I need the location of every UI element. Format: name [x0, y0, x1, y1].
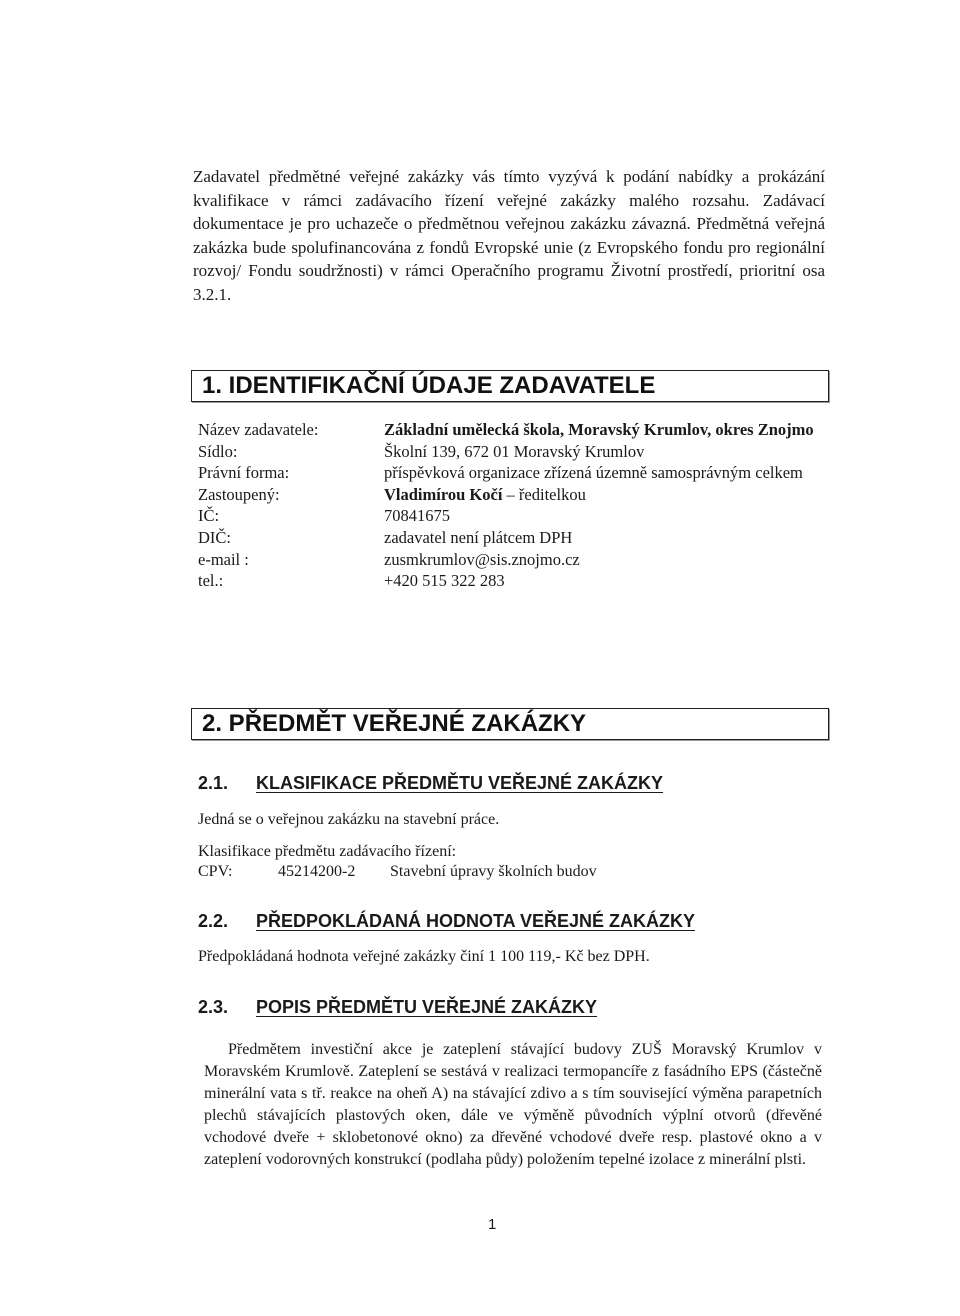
section-2-heading-box — [191, 708, 829, 740]
intro-paragraph: Zadavatel předmětné veřejné zakázky vás tímto vyzývá k podání nabídky a prokázání kvalifikace v rámci zadávacího řízení veřejné zakázky malého rozsahu. Zadávací dokumentace je pro uchazeče o předmětnou veřejnou zakázku závazná. Předmětná veřejná zakázka bude spolufinancována z fondů Evropské unie (z Evropského fondu pro regionální rozvoj/ Fondu soudržnosti) v rámci Operačního programu Životní prostředí, prioritní osa 3.2.1. — [193, 167, 825, 304]
section-1-heading-box — [191, 370, 829, 402]
subsection-2-3-text: Předmětem investiční akce je zateplení stávající budovy ZUŠ Moravský Krumlov v Moravském Krumlově. Zateplení se sestává v realizaci termopancíře z fasádního EPS (částečně minerální vata s tř. reakce na oheň A) na stávající zdivo a s tím související výměna parapetních plechů stávajících plastových oken, dále ve výměně původních výplní otvorů (dřevěné vchodové dveře + sklobetonové okno) za dřevěné vchodové dveře resp. plastové okno a v zateplení vodorovných konstrukcí (podlaha půdy) položením tepelné izolace z minerální plsti. — [204, 1041, 822, 1168]
value-represented-role: – ředitelkou — [502, 484, 586, 504]
section-2-title: 2. PŘEDMĚT VEŘEJNÉ ZAKÁZKY — [202, 710, 587, 737]
value-ic: 70841675 — [384, 506, 450, 526]
section-1-title: 1. IDENTIFIKAČNÍ ÚDAJE ZADAVATELE — [202, 372, 656, 399]
label-name: Název zadavatele: — [198, 420, 319, 439]
row-seat — [198, 441, 818, 463]
label-legal-form: Právní forma: — [198, 463, 290, 483]
label-seat: Sídlo: — [198, 441, 238, 461]
value-represented — [384, 484, 814, 506]
label-dic: DIČ: — [198, 527, 231, 547]
subsection-2-3-heading — [198, 996, 597, 1018]
value-name: Základní umělecká škola, Moravský Krumlov, okres Znojmo — [384, 420, 814, 439]
row-phone — [198, 570, 818, 592]
subsection-2-1-title: KLASIFIKACE PŘEDMĚTU VEŘEJNÉ ZAKÁZKY — [256, 773, 664, 793]
subsection-2-2-heading — [198, 910, 695, 932]
label-phone: tel.: — [198, 571, 224, 591]
row-legal-form — [198, 462, 818, 484]
cpv-description: Stavební úpravy školních budov — [390, 863, 597, 880]
row-dic — [198, 527, 818, 549]
cpv-label: CPV: — [198, 863, 233, 880]
subsection-2-1-text: Jedná se o veřejnou zakázku na stavební práce. — [198, 811, 500, 828]
row-email — [198, 549, 818, 571]
label-ic: IČ: — [198, 506, 220, 526]
subsection-2-2-number: 2.2. — [198, 911, 229, 931]
subsection-2-3-title: POPIS PŘEDMĚTU VEŘEJNÉ ZAKÁZKY — [256, 997, 598, 1017]
page-number: 1 — [488, 1216, 497, 1233]
subsection-2-1-number: 2.1. — [198, 773, 229, 793]
value-legal-form: příspěvková organizace zřízená územně samosprávným celkem — [384, 463, 803, 483]
label-email: e-mail : — [198, 549, 249, 569]
label-represented: Zastoupený: — [198, 484, 280, 504]
cpv-row — [198, 861, 597, 883]
contracting-authority-table — [198, 419, 818, 592]
value-dic: zadavatel není plátcem DPH — [384, 527, 573, 547]
subsection-2-3-number: 2.3. — [198, 997, 229, 1017]
subsection-2-2-text: Předpokládaná hodnota veřejné zakázky činí 1 100 119,- Kč bez DPH. — [198, 948, 650, 965]
value-email: zusmkrumlov@sis.znojmo.cz — [384, 549, 580, 569]
value-represented-name: Vladimírou Kočí — [384, 484, 503, 504]
subsection-2-1-heading — [198, 772, 663, 794]
classification-label: Klasifikace předmětu zadávacího řízení: — [198, 843, 457, 860]
cpv-code: 45214200-2 — [278, 863, 356, 880]
value-phone: +420 515 322 283 — [384, 571, 505, 591]
row-name — [198, 419, 818, 441]
subsection-2-3-description — [204, 1039, 822, 1171]
intro-text — [193, 165, 825, 306]
row-ic — [198, 505, 818, 527]
value-seat: Školní 139, 672 01 Moravský Krumlov — [384, 441, 645, 461]
subsection-2-2-title: PŘEDPOKLÁDANÁ HODNOTA VEŘEJNÉ ZAKÁZKY — [256, 911, 696, 931]
row-represented — [198, 484, 818, 506]
